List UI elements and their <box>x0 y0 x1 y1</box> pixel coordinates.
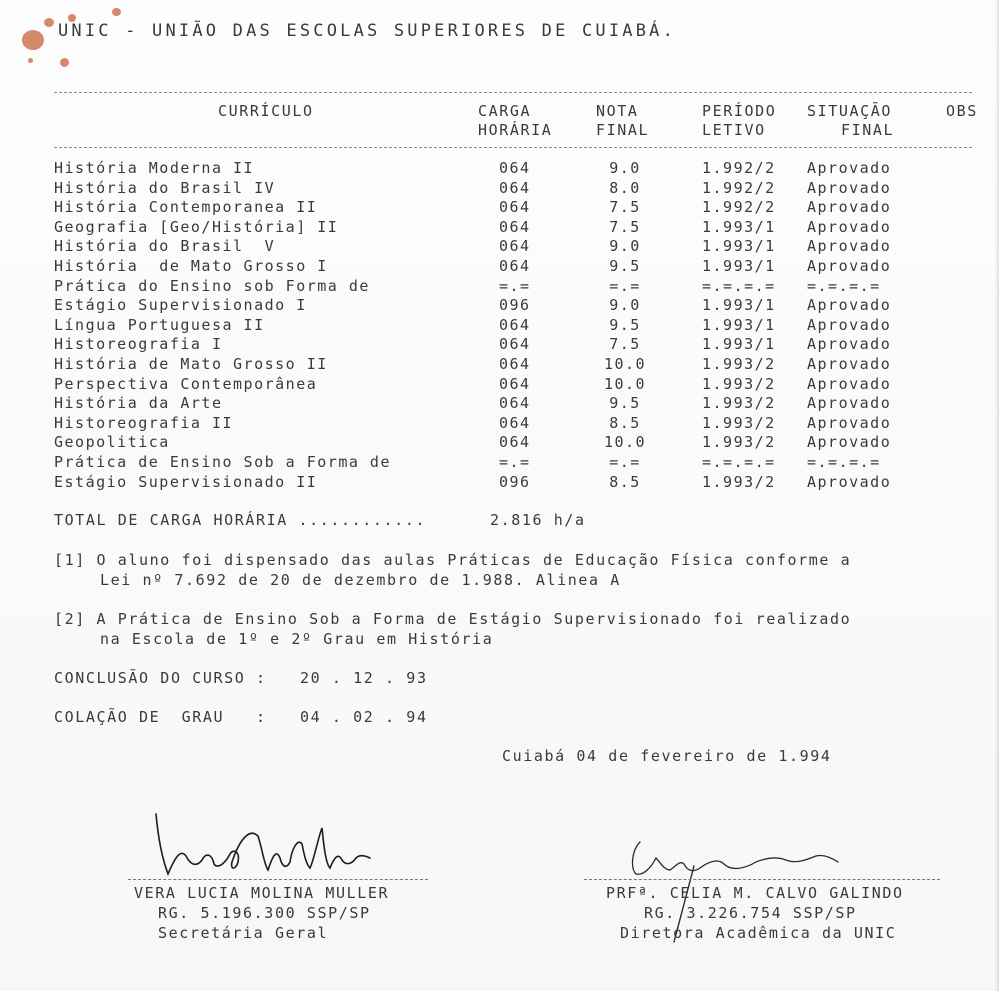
course-hours: 064 <box>499 413 531 432</box>
header-bottom-rule <box>54 147 972 148</box>
course-name: História da Arte <box>54 394 223 413</box>
course-status: Aprovado <box>807 159 892 177</box>
course-grade: 9.5 <box>609 257 641 275</box>
total-hours-label: TOTAL DE CARGA HORÁRIA ............ <box>54 511 427 529</box>
course-grade: 9.0 <box>609 159 641 177</box>
table-row <box>0 179 999 199</box>
note-1-line-2: Lei nº 7.692 de 20 de dezembro de 1.988. Alinea A <box>100 571 621 589</box>
course-hours: 096 <box>499 472 531 491</box>
table-row <box>0 277 999 297</box>
course-name: História Contemporanea II <box>54 198 318 217</box>
course-period: =.=.=.= <box>702 453 776 471</box>
course-grade: 9.0 <box>609 237 641 256</box>
course-period: 1.992/2 <box>702 178 776 197</box>
table-row <box>0 198 999 218</box>
table-row <box>0 453 999 473</box>
signature-left-handwriting <box>140 808 380 880</box>
column-header-curriculo: CURRÍCULO <box>218 102 314 120</box>
course-status: Aprovado <box>807 315 892 334</box>
institution-title: UNIC - UNIÃO DAS ESCOLAS SUPERIORES DE CUIABÁ. <box>58 21 677 41</box>
course-grade: 10.0 <box>603 433 647 452</box>
signature-right-line <box>584 879 940 880</box>
course-grade: 7.5 <box>609 198 641 217</box>
course-grade: 9.0 <box>609 296 641 315</box>
course-grade: 8.5 <box>609 413 641 432</box>
course-period: 1.992/2 <box>702 159 776 177</box>
course-status: Aprovado <box>807 335 892 354</box>
course-status: Aprovado <box>807 472 892 491</box>
course-period: 1.993/1 <box>702 257 776 275</box>
course-name: Perspectiva Contemporânea <box>54 374 318 393</box>
course-name: História de Mato Grosso I <box>54 257 328 275</box>
table-row <box>0 433 999 453</box>
course-status: Aprovado <box>807 355 892 373</box>
table-row <box>0 473 999 493</box>
course-grade: 8.5 <box>609 472 641 491</box>
course-grade: 9.5 <box>609 394 641 413</box>
table-row <box>0 159 999 179</box>
course-status: =.=.=.= <box>807 453 881 471</box>
course-hours: 064 <box>499 315 531 334</box>
course-period: 1.993/2 <box>702 374 776 393</box>
course-status: Aprovado <box>807 237 892 256</box>
course-status: Aprovado <box>807 413 892 432</box>
note-1-line-1: [1] O aluno foi dispensado das aulas Práticas de Educação Física conforme a <box>54 551 852 569</box>
course-name: Prática de Ensino Sob a Forma de <box>54 453 391 471</box>
course-status: Aprovado <box>807 374 892 393</box>
course-hours: =.= <box>499 453 531 471</box>
column-header-periodo-2: LETIVO <box>702 121 766 139</box>
note-2-line-2: na Escola de 1º e 2º Grau em História <box>100 630 494 648</box>
signatory-left-rg: RG. 5.196.300 SSP/SP <box>158 904 371 922</box>
course-status: Aprovado <box>807 394 892 413</box>
course-name: Geografia [Geo/História] II <box>54 217 339 236</box>
column-header-obs: OBS <box>946 102 978 120</box>
course-period: 1.993/1 <box>702 315 776 334</box>
course-hours: 064 <box>499 198 531 217</box>
column-header-situacao-2: FINAL <box>841 121 895 139</box>
course-hours: 064 <box>499 355 531 373</box>
course-hours: 064 <box>499 217 531 236</box>
course-period: 1.993/1 <box>702 335 776 354</box>
table-row <box>0 237 999 257</box>
column-header-periodo: PERÍODO <box>702 102 777 120</box>
course-period: 1.993/2 <box>702 413 776 432</box>
column-header-carga: CARGA <box>478 102 532 120</box>
course-grade: 10.0 <box>603 355 647 373</box>
page-edge-shadow <box>995 0 999 991</box>
course-period: 1.993/1 <box>702 237 776 256</box>
table-row <box>0 414 999 434</box>
table-row <box>0 355 999 375</box>
table-row <box>0 218 999 238</box>
course-period: =.=.=.= <box>702 276 776 295</box>
course-grade: 8.0 <box>609 178 641 197</box>
course-name: Historeografia I <box>54 335 223 354</box>
course-name: Geopolitica <box>54 433 170 452</box>
conclusion-date: 20 . 12 . 93 <box>300 669 428 687</box>
course-hours: 064 <box>499 237 531 256</box>
course-name: Prática do Ensino sob Forma de <box>54 276 370 295</box>
graduation-date: 04 . 02 . 94 <box>300 708 428 726</box>
course-grade: =.= <box>609 453 641 471</box>
signatory-right-role: Diretora Acadêmica da UNIC <box>620 924 897 942</box>
table-row <box>0 296 999 316</box>
conclusion-label: CONCLUSÃO DO CURSO : <box>54 669 267 687</box>
total-hours-value: 2.816 h/a <box>490 511 586 529</box>
column-header-situacao: SITUAÇÃO <box>807 102 893 120</box>
course-hours: 064 <box>499 335 531 354</box>
column-header-nota: NOTA <box>596 102 639 120</box>
course-hours: 064 <box>499 159 531 177</box>
column-header-carga-2: HORÁRIA <box>478 121 553 139</box>
place-and-date: Cuiabá 04 de fevereiro de 1.994 <box>502 747 832 765</box>
course-grade: 9.5 <box>609 315 641 334</box>
course-hours: 096 <box>499 296 531 315</box>
course-hours: 064 <box>499 433 531 452</box>
course-status: Aprovado <box>807 433 892 452</box>
course-period: 1.993/1 <box>702 217 776 236</box>
table-row <box>0 335 999 355</box>
course-status: Aprovado <box>807 257 892 275</box>
course-grade: 7.5 <box>609 217 641 236</box>
course-hours: =.= <box>499 276 531 295</box>
signatory-left-role: Secretária Geral <box>158 924 329 942</box>
course-grade: 7.5 <box>609 335 641 354</box>
course-period: 1.993/2 <box>702 472 776 491</box>
course-period: 1.993/2 <box>702 394 776 413</box>
course-period: 1.993/1 <box>702 296 776 315</box>
signature-left-line <box>128 879 428 880</box>
course-hours: 064 <box>499 394 531 413</box>
table-row <box>0 316 999 336</box>
course-period: 1.992/2 <box>702 198 776 217</box>
table-row <box>0 394 999 414</box>
note-2-line-1: [2] A Prática de Ensino Sob a Forma de Estágio Supervisionado foi realizado <box>54 610 852 628</box>
course-grade: =.= <box>609 276 641 295</box>
course-name: Língua Portuguesa II <box>54 315 265 334</box>
signatory-left-name: VERA LUCIA MOLINA MULLER <box>134 884 390 902</box>
course-name: Estágio Supervisionado II <box>54 472 318 491</box>
course-period: 1.993/2 <box>702 433 776 452</box>
course-hours: 064 <box>499 374 531 393</box>
signatory-right-name: PRFª. CELIA M. CALVO GALINDO <box>606 884 904 902</box>
course-status: =.=.=.= <box>807 276 881 295</box>
table-row <box>0 257 999 277</box>
graduation-label: COLAÇÃO DE GRAU : <box>54 708 267 726</box>
column-header-nota-2: FINAL <box>596 121 650 139</box>
course-name: Historeografia II <box>54 413 234 432</box>
course-status: Aprovado <box>807 178 892 197</box>
course-status: Aprovado <box>807 217 892 236</box>
course-name: História do Brasil IV <box>54 178 276 197</box>
course-name: Estágio Supervisionado I <box>54 296 307 315</box>
signatory-right-rg: RG. 3.226.754 SSP/SP <box>644 904 857 922</box>
table-row <box>0 375 999 395</box>
course-status: Aprovado <box>807 296 892 315</box>
course-hours: 064 <box>499 178 531 197</box>
course-name: História do Brasil V <box>54 237 276 256</box>
course-name: História Moderna II <box>54 159 255 177</box>
course-name: História de Mato Grosso II <box>54 355 328 373</box>
course-period: 1.993/2 <box>702 355 776 373</box>
course-hours: 064 <box>499 257 531 275</box>
course-status: Aprovado <box>807 198 892 217</box>
course-grade: 10.0 <box>603 374 647 393</box>
header-top-rule <box>54 92 972 93</box>
